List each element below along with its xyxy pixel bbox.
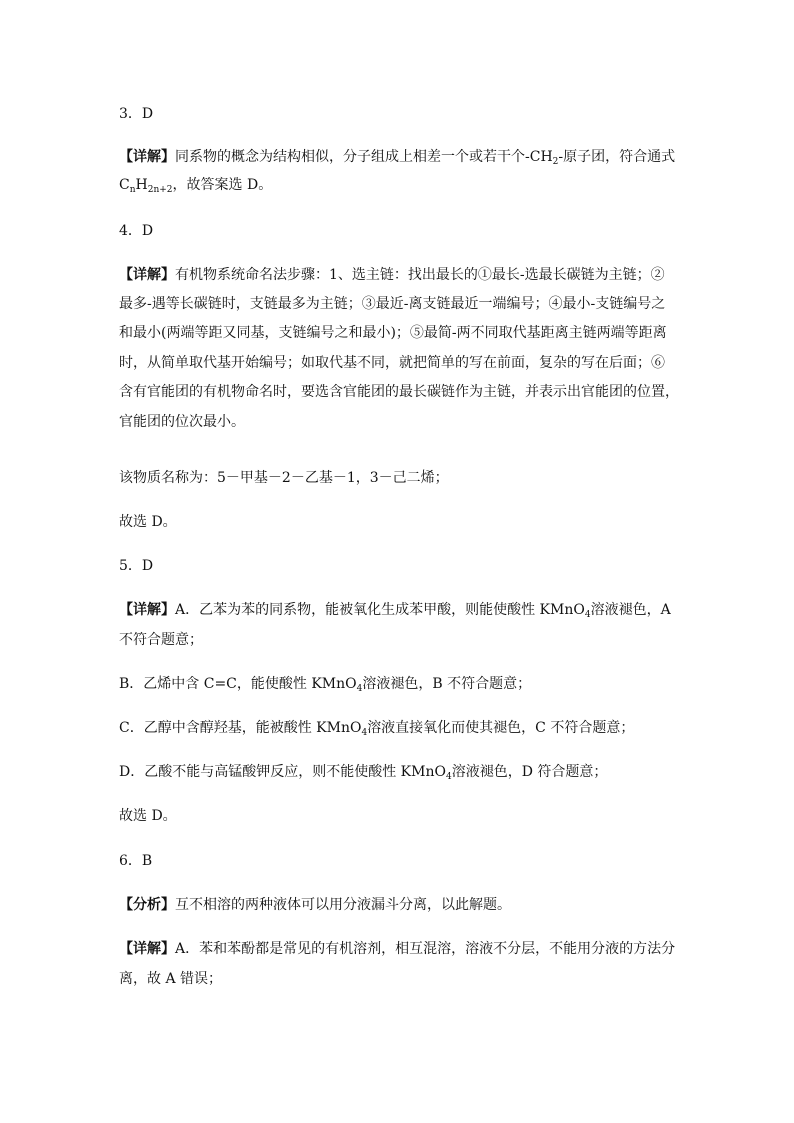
q4-detail-line-6: 官能团的位次最小。 xyxy=(119,414,245,430)
q3-text-1: 同系物的概念为结构相似，分子组成上相差一个或若干个-CH xyxy=(175,149,553,165)
q4-conclusion: 故选 D。 xyxy=(119,514,177,530)
q5-conclusion: 故选 D。 xyxy=(119,808,177,824)
q5-d-text-end: 溶液褪色，D 符合题意； xyxy=(451,764,608,780)
q6-option-a-line-1 xyxy=(119,939,675,959)
q4-detail-line-2: 最多-遇等长碳链时，支链最多为主链；③最近-离支链最近一端编号；④最小-支链编号之 xyxy=(119,296,666,312)
q4-name-line: 该物质名称为：5－甲基－2－乙基－1，3－己二烯； xyxy=(119,470,449,486)
formula-h: H xyxy=(135,177,148,193)
q5-option-a-line-2: 不符合题意； xyxy=(119,632,203,648)
q4-detail-line-1 xyxy=(119,265,665,285)
detail-tag: 【详解】 xyxy=(119,602,175,618)
q4-text: 有机物系统命名法步骤：1、选主链：找出最长的①最长-选最长碳链为主链；② xyxy=(175,267,665,283)
subscript: 4 xyxy=(356,684,363,694)
detail-tag: 【详解】 xyxy=(119,941,175,957)
q5-option-c xyxy=(119,718,634,738)
q5-c-text-end: 溶液直接氧化而使其褪色，C 不符合题意； xyxy=(367,720,635,736)
q3-detail-line-2 xyxy=(119,175,272,195)
q5-option-d xyxy=(119,762,607,782)
q5-d-text: D．乙酸不能与高锰酸钾反应，则不能使酸性 KMnO xyxy=(119,764,446,780)
q4-detail-line-4: 时，从简单取代基开始编号；如取代基不同，就把简单的写在前面，复杂的写在后面；⑥ xyxy=(119,355,665,371)
detail-tag: 【详解】 xyxy=(119,149,175,165)
q6-option-a-line-2: 离，故 A 错误； xyxy=(119,971,223,987)
q5-answer: 5．D xyxy=(119,558,154,574)
analysis-tag: 【分析】 xyxy=(119,897,175,913)
q4-detail-line-5: 含有官能团的有机物命名时，要选含官能团的最长碳链作为主链，并表示出官能团的位置， xyxy=(119,384,679,400)
q5-option-b xyxy=(119,674,531,694)
q5-c-text: C．乙醇中含醇羟基，能被酸性 KMnO xyxy=(119,720,362,736)
q5-option-a-line-1 xyxy=(119,600,671,620)
q5-b-text-end: 溶液褪色，B 不符合题意； xyxy=(362,676,532,692)
subscript: 4 xyxy=(584,610,591,620)
q3-text-1-end: -原子团，符合通式 xyxy=(558,149,676,165)
q5-a-text: A．乙苯为苯的同系物，能被氧化生成苯甲酸，则能使酸性 KMnO xyxy=(175,602,585,618)
q3-text-2-end: ，故答案选 D。 xyxy=(172,177,273,193)
q6-a-text: A．苯和苯酚都是常见的有机溶剂，相互混溶，溶液不分层，不能用分液的方法分 xyxy=(175,941,676,957)
subscript: 4 xyxy=(361,728,368,738)
q5-a-text-end: 溶液褪色，A xyxy=(590,602,671,618)
q5-b-text: B．乙烯中含 C=C，能使酸性 KMnO xyxy=(119,676,357,692)
q6-analysis-text: 互不相溶的两种液体可以用分液漏斗分离，以此解题。 xyxy=(175,897,511,913)
subscript: 4 xyxy=(445,772,452,782)
q6-answer: 6．B xyxy=(119,853,153,869)
q4-detail-line-3: 和最小(两端等距又同基，支链编号之和最小)；⑤最简-两不同取代基距离主链两端等距离 xyxy=(119,325,667,341)
q3-detail-line-1 xyxy=(119,147,675,167)
formula-c: C xyxy=(119,177,130,193)
q4-answer: 4．D xyxy=(119,223,154,239)
q3-answer: 3．D xyxy=(119,106,154,122)
detail-tag: 【详解】 xyxy=(119,267,175,283)
subscript: 2 xyxy=(552,157,559,167)
q6-analysis xyxy=(119,895,511,915)
subscript: n xyxy=(129,185,136,195)
subscript: 2n+2 xyxy=(147,185,173,195)
